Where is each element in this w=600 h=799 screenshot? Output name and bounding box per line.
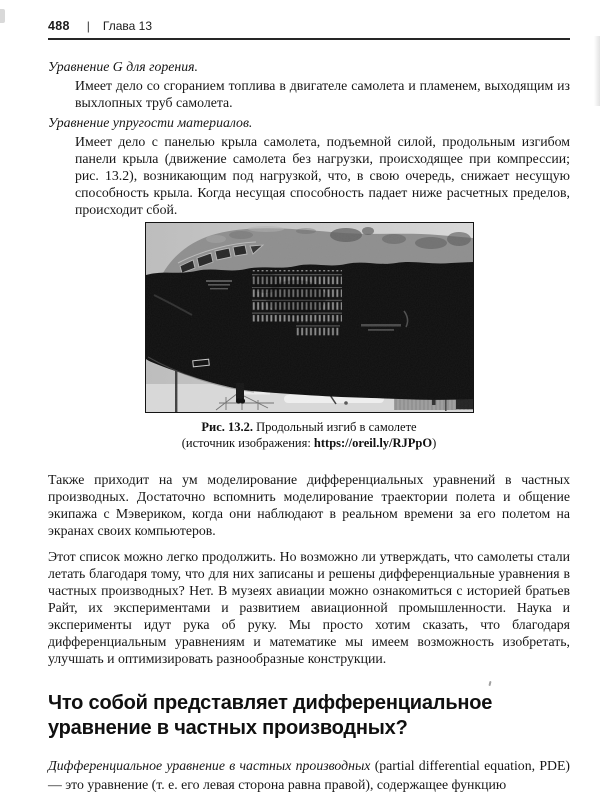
figure-caption-label: Рис. 13.2.	[201, 420, 254, 434]
definition-term-2: Уравнение упругости материалов.	[48, 115, 253, 130]
figure-source-prefix: (источник изображения:	[181, 436, 311, 450]
figure-image	[145, 222, 474, 413]
paragraph-modeling: Также приходит на ум моделирование дифференциальных уравнений в частных производных. Достаточно вспомнить моделирование траектории полета и общение экипажа с Мэвериком, когда они наблюдают в реальном времени за его полетом на экранах своих компьютеров.	[48, 472, 570, 538]
paragraph-wright-brothers: Этот список можно легко продолжить. Но возможно ли утверждать, что самолеты стали летать благодаря тому, что для них записаны и решены дифференциальные уравнения в частных производных? Нет. В музеях авиации можно ознакомиться с историей братьев Райт, их экспериментами и развитием авиационной промышленности. Наука и эксперименты идут рука об руку. Мы просто хотим сказать, что благодаря дифференциальным уравнениям и математике мы имеем возможность изобретать, улучшать и оптимизировать разнообразные конструкции.	[48, 549, 570, 666]
figure-caption-text: Продольный изгиб в самолете	[256, 420, 417, 434]
pde-term-italic: Дифференциальное уравнение в частных производных	[48, 758, 371, 773]
header-separator: |	[86, 19, 90, 33]
figure-caption-line1	[145, 419, 474, 435]
section-heading: Что собой представляет дифференциальное уравнение в частных производных?	[48, 692, 493, 739]
scan-smudge-left	[0, 9, 5, 23]
header-rule	[48, 38, 570, 40]
definition-body-1: Имеет дело со сгоранием топлива в двигателе самолета и пламенем, выходящим из выхлопных труб самолета.	[75, 78, 570, 110]
definition-body-2: Имеет дело с панелью крыла самолета, подъемной силой, продольным изгибом панели крыла (движение самолета без нагрузки, происходящее при компрессии; рис. 13.2), возникающим под нагрузкой, что, в свою очередь, снижает несущую способность крыла. Когда несущая способность падает ниже расчетных пределов, происходит сбой.	[75, 134, 570, 217]
paragraph-pde-definition	[48, 756, 570, 794]
figure-source-url: https://oreil.ly/RJPpO	[313, 436, 433, 450]
definition-term-1: Уравнение G для горения.	[48, 59, 198, 74]
figure-caption-line2	[145, 435, 474, 451]
chapter-title: Глава 13	[102, 19, 152, 33]
pde-term-rest: (partial differential equation, PDE) — это уравнение (т. е. его левая сторона равна правой), содержащее функцию	[48, 758, 570, 792]
b52-photo-illustration	[146, 223, 473, 412]
scan-smudge-right	[594, 36, 600, 106]
figure-caption	[145, 419, 474, 451]
page-number: 488	[48, 19, 70, 33]
figure-source-suffix: )	[432, 436, 437, 450]
page-header	[48, 19, 570, 34]
figure-13-2	[145, 222, 474, 451]
